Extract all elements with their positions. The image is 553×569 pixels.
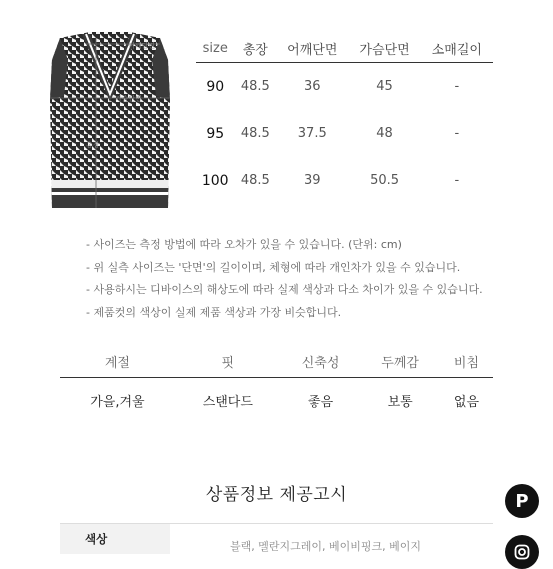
- size-value: 100: [201, 172, 229, 189]
- table-row: [196, 63, 493, 111]
- col-shoulder: 어깨단면: [276, 34, 348, 63]
- attribute-header: [60, 345, 493, 378]
- note-line: - 사이즈는 측정 방법에 따라 오차가 있을 수 있습니다. (단위: cm): [86, 238, 402, 251]
- table-cell: 48: [376, 126, 393, 141]
- note-line: - 위 실측 사이즈는 '단면'의 길이이며, 체형에 따라 개인차가 있을 수 있습니다.: [86, 260, 461, 274]
- size-value: 90: [206, 78, 225, 95]
- length-label: 총장: [86, 141, 100, 149]
- sheerness-value: 없음: [453, 395, 480, 410]
- col-size: size: [196, 34, 234, 63]
- col-chest: 가슴단면: [348, 34, 420, 63]
- col-fit: 핏: [175, 345, 281, 378]
- table-row: [196, 110, 493, 157]
- instagram-button[interactable]: [505, 535, 539, 569]
- table-cell: 39: [303, 173, 321, 188]
- col-total-length: 총장: [234, 34, 276, 63]
- table-cell: 36: [303, 79, 321, 94]
- info-value: 블랙, 멜란지그레이, 베이비핑크, 베이지: [230, 540, 421, 553]
- instagram-icon: [514, 544, 530, 560]
- table-row: [196, 157, 493, 204]
- p-logo-button[interactable]: [505, 484, 539, 518]
- product-info-row: [60, 523, 493, 554]
- col-stretch: 신축성: [281, 345, 361, 378]
- season-value: 가을,겨울: [90, 395, 145, 410]
- col-thickness: 두께감: [360, 345, 440, 378]
- note-line: - 제품컷의 색상이 실제 제품 색상과 가장 비슷합니다.: [86, 305, 342, 319]
- chest-label: 가슴단면: [115, 95, 143, 103]
- col-sleeve: 소매길이: [421, 34, 493, 63]
- table-cell: 48.5: [240, 173, 270, 188]
- note-line: - 사용하시는 디바이스의 해상도에 따라 실제 색상과 다소 차이가 있을 수 있습니다.: [86, 283, 483, 296]
- vest-diagram: [20, 30, 200, 215]
- shoulder-label: 어깨단면: [128, 42, 156, 50]
- table-cell: 50.5: [370, 173, 400, 188]
- product-info-title: 상품정보 제공고시: [205, 485, 348, 505]
- table-cell: -: [454, 126, 460, 141]
- table-cell: 45: [376, 79, 393, 94]
- col-season: 계절: [60, 345, 175, 378]
- size-value: 95: [206, 125, 225, 142]
- table-row: [60, 378, 493, 424]
- info-key: 색상: [60, 524, 170, 554]
- thickness-value: 보통: [387, 395, 413, 410]
- size-notes: [86, 234, 483, 324]
- table-cell: -: [454, 79, 460, 94]
- table-cell: 37.5: [297, 126, 327, 141]
- fit-value: 스탠다드: [202, 395, 253, 410]
- table-cell: 48.5: [240, 126, 270, 141]
- vest-illustration: [20, 30, 200, 215]
- size-table-header: [196, 34, 493, 63]
- size-table: [196, 34, 493, 204]
- col-sheerness: 비침: [440, 345, 493, 378]
- attribute-table: [60, 345, 493, 423]
- stretch-value: 좋음: [308, 395, 334, 410]
- table-cell: -: [454, 173, 460, 188]
- table-cell: 48.5: [240, 79, 270, 94]
- p-logo-icon: P: [515, 490, 529, 512]
